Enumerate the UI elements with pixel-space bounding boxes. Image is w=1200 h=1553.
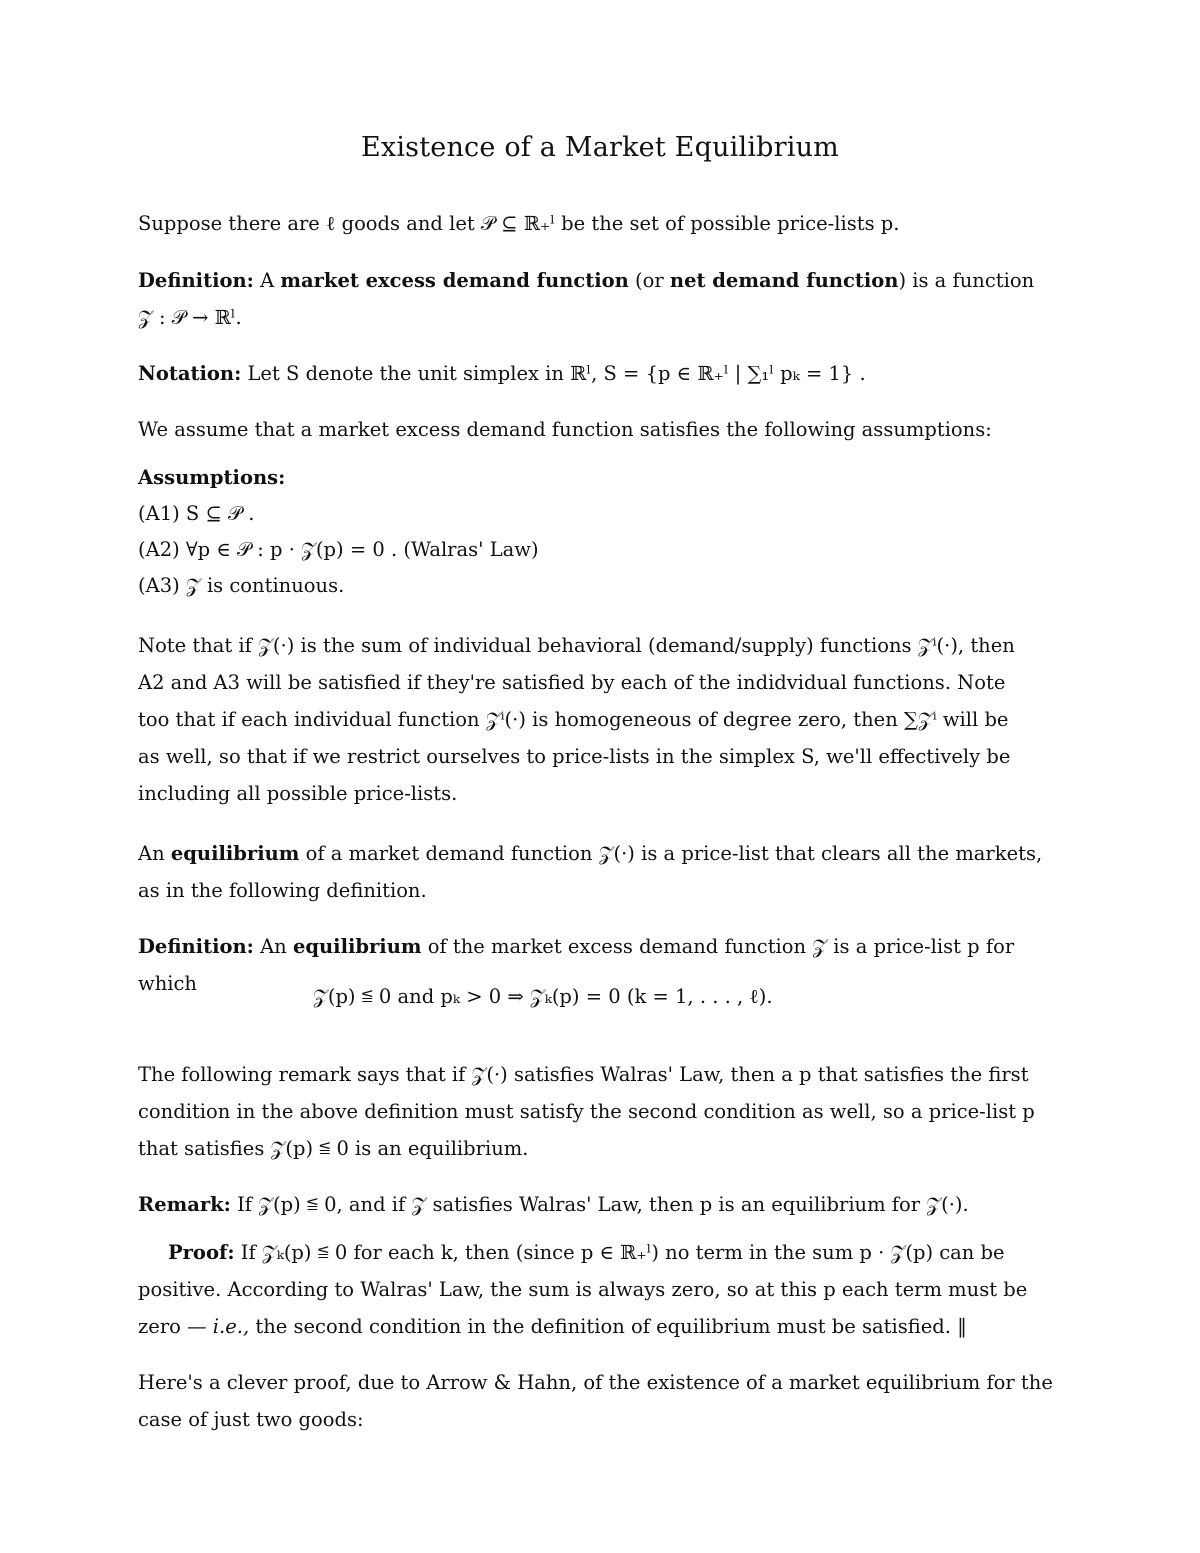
definition-line-1 bbox=[138, 262, 1062, 299]
closing-line: Here's a clever proof, due to Arrow & Hahn, of the existence of a market equilibrium for the bbox=[138, 1371, 1053, 1394]
notation-text: Let S denote the unit simplex in ℝˡ, S = {p ∈ ℝ₊ˡ | ∑₁ˡ pₖ = 1} . bbox=[247, 362, 866, 385]
note-line: Note that if 𝒵(·) is the sum of individual behavioral (demand/supply) functions 𝒵ⁱ(·), then bbox=[138, 634, 1015, 657]
remark-line bbox=[138, 1186, 1062, 1223]
closing-line: case of just two goods: bbox=[138, 1408, 364, 1431]
remark-text: If 𝒵(p) ≦ 0, and if 𝒵 satisfies Walras' Law, then p is an equilibrium for 𝒵(·). bbox=[237, 1193, 969, 1216]
assumption-a1: (A1) S ⊆ 𝒫 . bbox=[138, 502, 255, 525]
definition-term: equilibrium bbox=[292, 935, 422, 958]
notation-paragraph bbox=[138, 355, 1062, 392]
definition-line-2: 𝒵 : 𝒫 → ℝˡ. bbox=[138, 306, 242, 329]
note-line: including all possible price-lists. bbox=[138, 782, 458, 805]
note-line: A2 and A3 will be satisfied if they're satisfied by each of the indidvidual functions. Note bbox=[138, 671, 1006, 694]
following-line: The following remark says that if 𝒵(·) satisfies Walras' Law, then a p that satisfies the first bbox=[138, 1063, 1029, 1086]
equilibrium-line-1 bbox=[138, 835, 1062, 872]
proof-line-1 bbox=[138, 1234, 1062, 1271]
proof-label: Proof: bbox=[168, 1241, 235, 1264]
following-line: condition in the above definition must satisfy the second condition as well, so a price-list p bbox=[138, 1100, 1035, 1123]
note-paragraph bbox=[138, 627, 1062, 812]
proof-text: zero — bbox=[138, 1315, 207, 1338]
assumption-a3: (A3) 𝒵 is continuous. bbox=[138, 574, 345, 597]
proof-text: the second condition in the definition of equilibrium must be satisfied. ‖ bbox=[255, 1315, 967, 1338]
following-line: that satisfies 𝒵(p) ≦ 0 is an equilibrium. bbox=[138, 1137, 529, 1160]
equilibrium-line-2: as in the following definition. bbox=[138, 879, 427, 902]
definition-line-1 bbox=[138, 928, 1062, 965]
intro-paragraph bbox=[138, 205, 1062, 242]
proof-ie: i.e., bbox=[212, 1315, 250, 1338]
proof-text: If 𝒵ₖ(p) ≦ 0 for each k, then (since p ∈ ℝ₊ˡ) no term in the sum p · 𝒵(p) can be bbox=[240, 1241, 1005, 1264]
equilibrium-text: of a market demand function 𝒵(·) is a price-list that clears all the markets, bbox=[305, 842, 1043, 865]
equilibrium-paragraph bbox=[138, 835, 1062, 909]
proof-line-2: positive. According to Walras' Law, the sum is always zero, so at this p each term must be bbox=[138, 1278, 1028, 1301]
definition-term: net demand function bbox=[669, 269, 899, 292]
definition-text: An bbox=[260, 935, 287, 958]
assumption-intro-text: We assume that a market excess demand function satisfies the following assumptions: bbox=[138, 418, 992, 441]
equilibrium-term: equilibrium bbox=[170, 842, 300, 865]
assumption-intro bbox=[138, 411, 1062, 448]
assumption-a2: (A2) ∀p ∈ 𝒫 : p · 𝒵(p) = 0 . (Walras' Law) bbox=[138, 538, 539, 561]
definition-market-excess-demand bbox=[138, 262, 1062, 336]
definition-label: Definition: bbox=[138, 269, 254, 292]
following-remark-paragraph bbox=[138, 1056, 1062, 1167]
equilibrium-equation: 𝒵(p) ≦ 0 and pₖ > 0 ⇒ 𝒵ₖ(p) = 0 (k = 1, . . . , ℓ). bbox=[313, 985, 773, 1008]
note-line: as well, so that if we restrict ourselves to price-lists in the simplex S, we'll effectively be bbox=[138, 745, 1011, 768]
equilibrium-text: An bbox=[138, 842, 165, 865]
definition-term: market excess demand function bbox=[280, 269, 629, 292]
proof-line-3 bbox=[138, 1308, 1062, 1345]
notation-label: Notation: bbox=[138, 362, 242, 385]
remark-paragraph bbox=[138, 1186, 1062, 1223]
closing-paragraph bbox=[138, 1364, 1062, 1438]
definition-label: Definition: bbox=[138, 935, 254, 958]
definition-line-2: which bbox=[138, 972, 197, 995]
intro-text: Suppose there are ℓ goods and let 𝒫 ⊆ ℝ₊ˡ be the set of possible price-lists p. bbox=[138, 212, 900, 235]
definition-text: of the market excess demand function 𝒵 is a price-list p for bbox=[427, 935, 1015, 958]
page-title: Existence of a Market Equilibrium bbox=[361, 132, 839, 163]
definition-text: (or bbox=[635, 269, 664, 292]
assumptions-heading: Assumptions: bbox=[138, 466, 286, 489]
proof-paragraph bbox=[138, 1234, 1062, 1345]
assumptions-list bbox=[138, 460, 1062, 604]
notation-line bbox=[138, 355, 1062, 392]
remark-label: Remark: bbox=[138, 1193, 231, 1216]
definition-text: A bbox=[260, 269, 275, 292]
definition-text: ) is a function bbox=[898, 269, 1035, 292]
note-line: too that if each individual function 𝒵ⁱ(·) is homogeneous of degree zero, then ∑𝒵ⁱ will be bbox=[138, 708, 1009, 731]
